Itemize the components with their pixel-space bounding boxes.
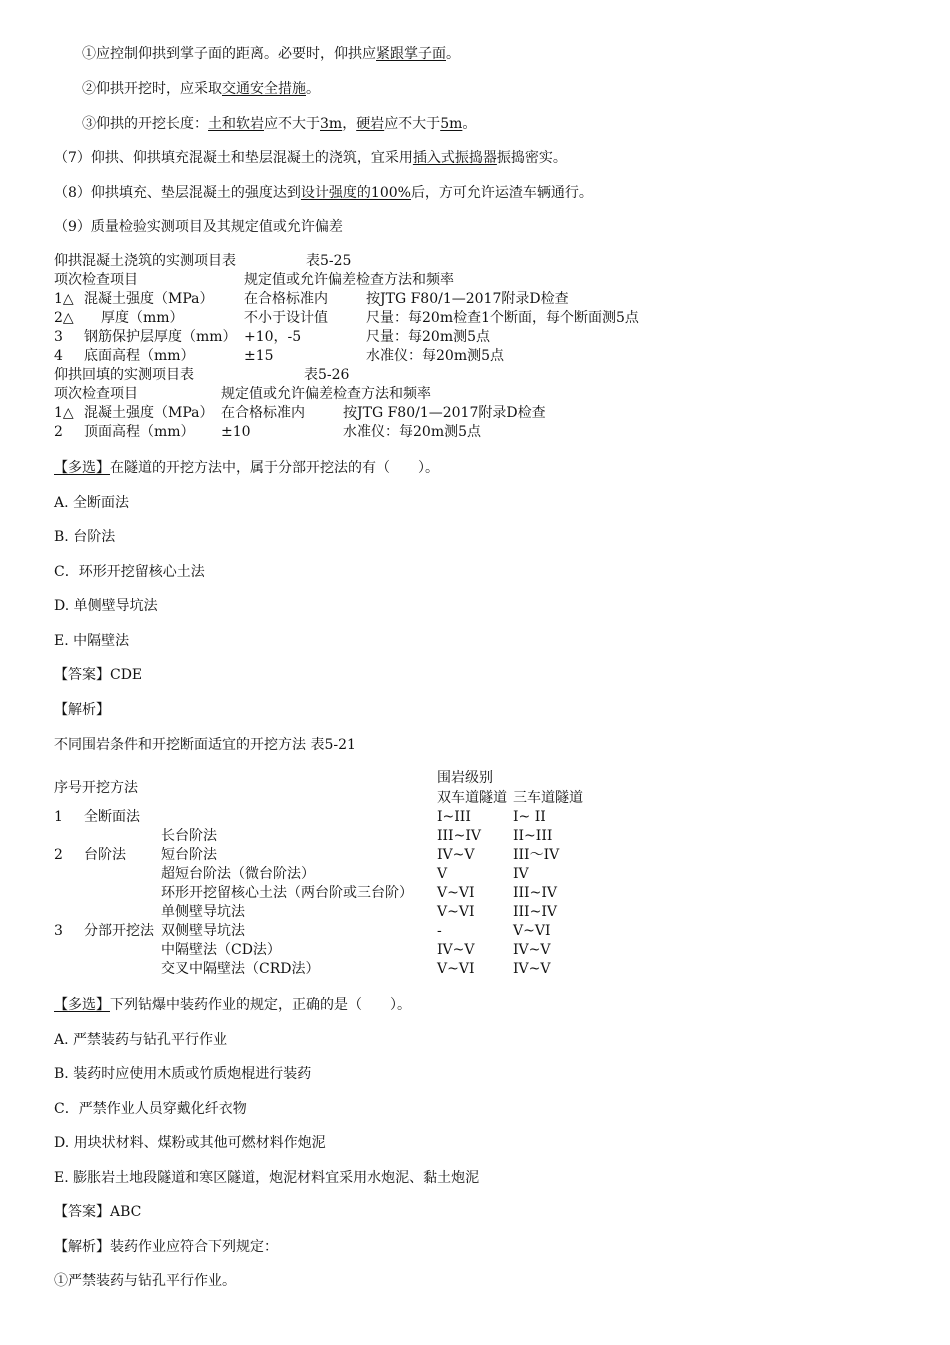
table-cell: 分部开挖法 <box>84 923 154 939</box>
underlined-text: 土和软岩 <box>208 116 264 132</box>
option-e: E. 膨胀岩土地段隧道和寒区隧道，炮泥材料宜采用水炮泥、黏土炮泥 <box>54 1170 480 1186</box>
text: ①应控制仰拱到掌子面的距离。必要时，仰拱应 <box>82 46 376 62</box>
text: 。 <box>462 116 477 132</box>
table-cell: 按JTG F80/1—2017附录D检查 <box>366 291 569 307</box>
table26-head-value: 规定值或允许偏差检查方法和频率 <box>221 386 431 402</box>
text: 应不大于 <box>264 116 320 132</box>
table21-head-three-lane: 三车道隧道 <box>513 790 583 806</box>
table-cell: I~III <box>437 809 471 825</box>
table-cell: IV~V <box>437 847 475 863</box>
text: 后，方可允许运渣车辆通行。 <box>410 185 593 201</box>
underlined-text: 交通安全措施 <box>222 81 306 97</box>
table26-head-item: 项次检查项目 <box>54 386 138 402</box>
table-cell: V~VI <box>437 885 475 901</box>
paragraph-8 <box>54 184 593 202</box>
text: 应不大于 <box>384 116 441 132</box>
underlined-text: 5m <box>440 116 463 132</box>
table-cell: 混凝土强度（MPa） <box>84 291 214 307</box>
table-cell: III～IV <box>513 847 560 863</box>
option-d: D. 用块状材料、煤粉或其他可燃材料作炮泥 <box>54 1135 326 1151</box>
question-tag: 【多选】 <box>54 460 110 476</box>
text: ， <box>342 116 357 132</box>
table-cell: 尺量：每20m测5点 <box>366 329 490 345</box>
table-cell: 单侧壁导坑法 <box>161 904 245 920</box>
table-cell: 2 <box>54 424 63 440</box>
table-cell: ±10 <box>221 424 251 440</box>
underlined-text: 插入式振捣器 <box>412 150 497 166</box>
table-cell: 3 <box>54 923 63 939</box>
table-cell: IV~V <box>437 942 475 958</box>
analysis: 【解析】 <box>54 702 110 718</box>
underlined-text: 3m <box>320 116 343 132</box>
table25-title: 仰拱混凝土浇筑的实测项目表 <box>54 253 236 269</box>
table21-head-two-lane: 双车道隧道 <box>437 790 507 806</box>
table-cell: 双侧壁导坑法 <box>161 923 245 939</box>
table-cell: 2 <box>54 847 63 863</box>
table-cell: +10，-5 <box>244 329 302 345</box>
table-cell: 1△ <box>54 291 74 307</box>
text: 在隧道的开挖方法中，属于分部开挖法的有（ ）。 <box>110 460 439 476</box>
table-cell: 4 <box>54 348 63 364</box>
table-cell: 交叉中隔壁法（CRD法） <box>161 961 320 977</box>
table-cell: 在合格标准内 <box>221 405 305 421</box>
table-cell: 全断面法 <box>84 809 140 825</box>
question-2-stem <box>54 996 411 1014</box>
table-cell: 2△ <box>54 310 74 326</box>
text: ②仰拱开挖时，应采取 <box>82 81 222 97</box>
option-c: C．环形开挖留核心土法 <box>54 564 205 580</box>
table-cell: - <box>437 923 442 939</box>
table26-title: 仰拱回填的实测项目表 <box>54 367 194 383</box>
table-cell: 台阶法 <box>84 847 126 863</box>
underlined-text: 设计强度的100% <box>300 185 411 201</box>
table-cell: III~IV <box>513 904 557 920</box>
answer: 【答案】ABC <box>54 1204 142 1220</box>
table25-head-item: 项次检查项目 <box>54 272 138 288</box>
table-cell: V <box>437 866 448 882</box>
table-cell: IV~V <box>513 961 551 977</box>
analysis: 【解析】装药作业应符合下列规定： <box>54 1239 278 1255</box>
underlined-text: 硬岩 <box>356 116 385 132</box>
text: ③仰拱的开挖长度： <box>82 116 208 132</box>
intro-line-1 <box>82 45 460 63</box>
text: 振捣密实。 <box>496 150 567 166</box>
text: （8）仰拱填充、垫层混凝土的强度达到 <box>54 185 301 201</box>
table-cell: 水准仪：每20m测5点 <box>343 424 481 440</box>
table21-head-no-method: 序号开挖方法 <box>54 780 138 796</box>
table-cell: V~VI <box>437 904 475 920</box>
table-cell: 不小于设计值 <box>244 310 328 326</box>
question-1-stem <box>54 459 439 477</box>
option-a: A. 严禁装药与钻孔平行作业 <box>54 1032 228 1048</box>
table25-head-value: 规定值或允许偏差检查方法和频率 <box>244 272 454 288</box>
intro-line-3 <box>82 115 476 133</box>
table-cell: 中隔壁法（CD法） <box>161 942 281 958</box>
table-cell: 短台阶法 <box>161 847 217 863</box>
table-cell: 超短台阶法（微台阶法） <box>161 866 315 882</box>
table-cell: 底面高程（mm） <box>84 348 195 364</box>
table-cell: 在合格标准内 <box>244 291 328 307</box>
table-cell: 混凝土强度（MPa） <box>84 405 214 421</box>
answer: 【答案】CDE <box>54 667 143 683</box>
text: 。 <box>306 81 320 97</box>
table-cell: II~III <box>513 828 553 844</box>
table-cell: IV <box>513 866 529 882</box>
underlined-text: 紧跟掌子面 <box>376 46 446 62</box>
option-b: B. 装药时应使用木质或竹质炮棍进行装药 <box>54 1066 312 1082</box>
question-tag: 【多选】 <box>54 997 110 1013</box>
table-cell: V~VI <box>513 923 551 939</box>
text: 下列钻爆中装药作业的规定，正确的是（ ）。 <box>110 997 411 1013</box>
paragraph-9: （9）质量检验实测项目及其规定值或允许偏差 <box>54 219 343 235</box>
table-cell: 1 <box>54 809 63 825</box>
table-cell: III~IV <box>513 885 557 901</box>
table21-head-grade: 围岩级别 <box>437 770 493 786</box>
text: （7）仰拱、仰拱填充混凝土和垫层混凝土的浇筑，宜采用 <box>54 150 413 166</box>
intro-line-2 <box>82 80 320 98</box>
table-cell: 环形开挖留核心土法（两台阶或三台阶） <box>161 885 413 901</box>
table-cell: I~ II <box>513 809 546 825</box>
analysis-item-1: ①严禁装药与钻孔平行作业。 <box>54 1273 236 1289</box>
table-cell: 水准仪：每20m测5点 <box>366 348 504 364</box>
table-cell: IV~V <box>513 942 551 958</box>
table-cell: 3 <box>54 329 63 345</box>
option-d: D. 单侧壁导坑法 <box>54 598 158 614</box>
option-e: E. 中隔壁法 <box>54 633 130 649</box>
table-cell: ±15 <box>244 348 274 364</box>
table-cell: 顶面高程（mm） <box>84 424 195 440</box>
table26-number: 表5-26 <box>304 367 350 383</box>
table-cell: 钢筋保护层厚度（mm） <box>84 329 237 345</box>
option-b: B. 台阶法 <box>54 529 116 545</box>
table-cell: V~VI <box>437 961 475 977</box>
table-cell: 1△ <box>54 405 74 421</box>
paragraph-7 <box>54 149 567 167</box>
table-cell: 长台阶法 <box>161 828 217 844</box>
table-cell: 厚度（mm） <box>101 310 184 326</box>
option-a: A. 全断面法 <box>54 495 130 511</box>
table-cell: 尺量：每20m检查1个断面，每个断面测5点 <box>366 310 639 326</box>
text: 。 <box>446 46 460 62</box>
table21-title: 不同围岩条件和开挖断面适宜的开挖方法 表5-21 <box>54 737 356 753</box>
option-c: C．严禁作业人员穿戴化纤衣物 <box>54 1101 247 1117</box>
table25-number: 表5-25 <box>306 253 352 269</box>
table-cell: 按JTG F80/1—2017附录D检查 <box>343 405 546 421</box>
table-cell: III~IV <box>437 828 481 844</box>
